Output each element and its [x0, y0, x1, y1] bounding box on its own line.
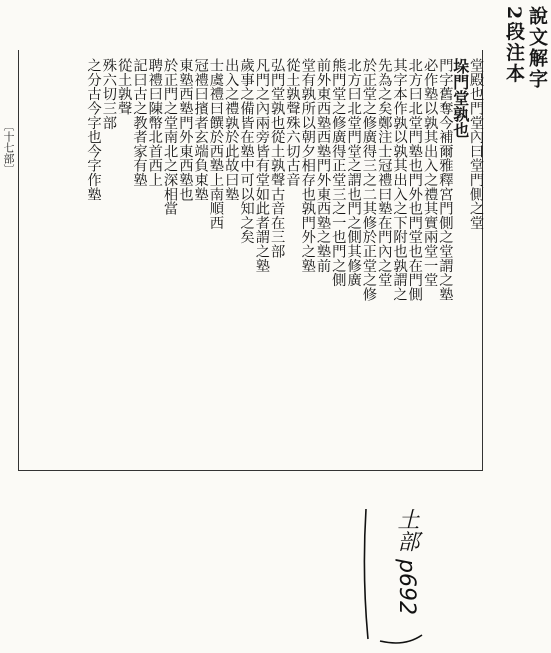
text-column: 北方曰北堂門塾也門外也門堂也在門側 [406, 58, 423, 302]
text-column: 必作塾以孰其出入之禮其實兩堂一堂 [422, 58, 439, 287]
text-columns [19, 58, 483, 464]
text-column: 歲事之備皆在塾中可以知之矣 [238, 58, 255, 244]
text-column: 於正門之堂南北之深相當 [162, 58, 179, 216]
text-column: 熊門堂之修廣得正堂三之一也門之側 [330, 58, 347, 287]
side-mark: 〔十七部〕 [2, 120, 15, 175]
text-column: 殊六切三部 [100, 58, 117, 130]
text-column: 堂殿也門堂內曰堂門側之堂 [468, 58, 484, 230]
text-column: 從土孰聲 [116, 58, 133, 116]
text-column: 之分古今字也今字作塾 [85, 58, 102, 201]
handwritten-annotation: 土部 p692 [394, 508, 419, 615]
entry-heading: 垛門堂孰也 [450, 58, 470, 138]
text-column: 前外東西塾西塾門外東西塾之塾前 [315, 58, 332, 273]
text-column: 弘門堂孰也從土孰聲古音在三部 [269, 58, 286, 259]
text-column: 先為之矣鄭注士冠禮曰塾在門內之堂 [376, 58, 393, 287]
text-column: 凡門之內兩旁皆有堂如此者謂之塾 [253, 58, 270, 273]
text-column: 堂有孰所以朝夕相存也孰門外之塾 [299, 58, 316, 273]
text-column: 記曰古之教者家有塾 [131, 58, 148, 187]
text-column: 其字本作孰以孰其出入之下附也孰謂之 [391, 58, 408, 302]
book-title-line-2-text: 段注本 [503, 21, 525, 85]
text-column: 門字舊奪今補爾雅釋宮門側之堂謂之塾 [437, 58, 454, 302]
text-column: 東塾西塾門外東西塾也 [177, 58, 194, 201]
text-column: 聘禮曰陳幣北首西上 [146, 58, 163, 187]
text-column: 士虞禮曰饌於西塾上南順西 [207, 58, 224, 230]
text-column: 從土孰聲殊六切古音 [284, 58, 301, 187]
book-title-line-2 [504, 6, 523, 156]
book-title-line-1: 說文解字 [526, 6, 548, 90]
book-title-mark: 2 [503, 6, 525, 22]
book-title [502, 6, 546, 156]
text-column: 冠禮曰擯者玄端負東塾 [192, 58, 209, 201]
text-column: 北方曰北堂門堂之謂也門之側其修廣 [345, 58, 362, 287]
text-column: 出入之禮孰於此故曰塾 [223, 58, 240, 201]
text-column: 於正堂之修廣得三之二其修於正堂之修 [360, 58, 377, 302]
text-block [18, 50, 483, 471]
